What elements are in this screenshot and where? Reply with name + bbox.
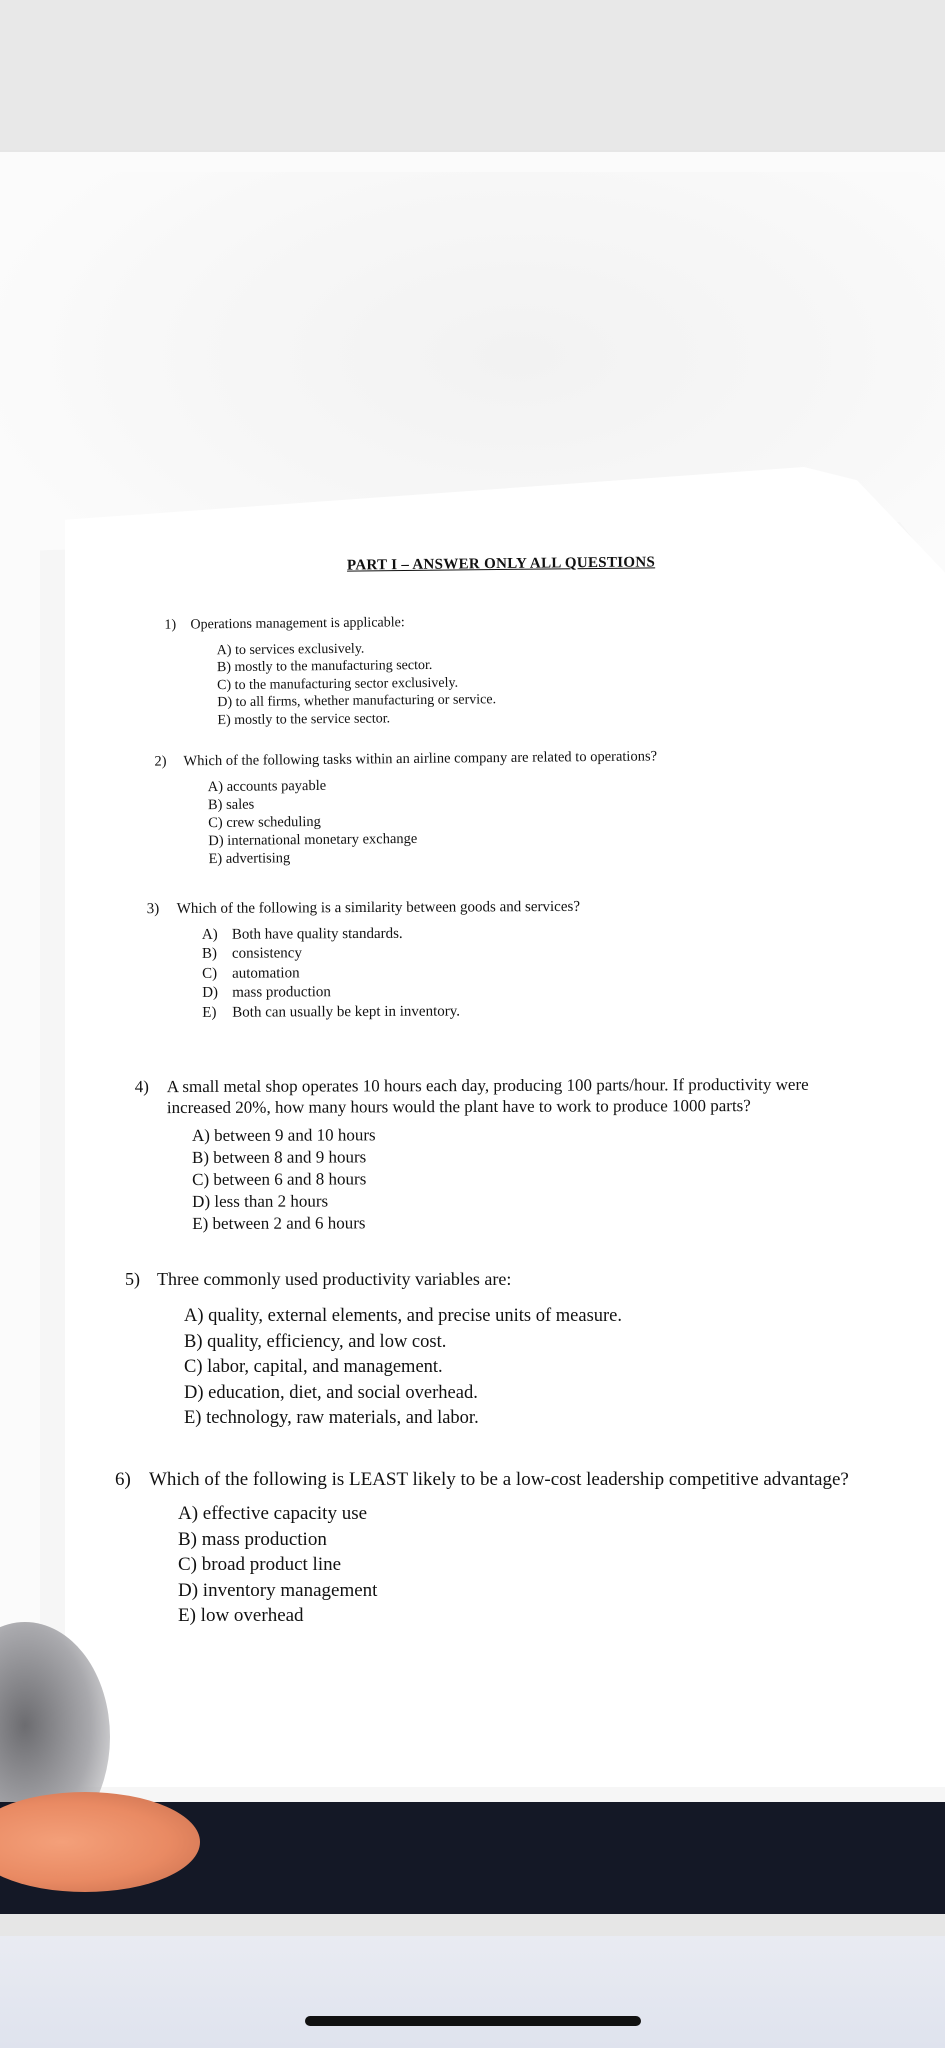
question-number: 6) (115, 1469, 131, 1490)
option-letter: D) (202, 984, 219, 1001)
option-c: C) crew scheduling (208, 813, 321, 832)
option-b: B) sales (207, 796, 255, 814)
option-a: A) accounts payable (207, 777, 327, 796)
option-text: mass production (232, 984, 331, 1001)
option-list (208, 773, 658, 868)
option-letter: A) (201, 926, 218, 943)
option-list (217, 639, 497, 729)
page-title: PART I – ANSWER ONLY ALL QUESTIONS (346, 554, 656, 574)
question-number: 2) (154, 753, 167, 770)
option-c: C) to the manufacturing sector exclusively. (217, 675, 459, 693)
option-e (202, 1001, 580, 1022)
question-text: Three commonly used productivity variables are: (157, 1269, 512, 1289)
option-a: A) between 9 and 10 hours (191, 1125, 376, 1145)
option-text: consistency (231, 945, 302, 962)
option-letter: E) (202, 1004, 217, 1021)
option-c: C) labor, capital, and management. (184, 1357, 443, 1377)
option-a (202, 923, 580, 944)
option-a: A) to services exclusively. (216, 641, 365, 658)
question-4 (135, 1074, 809, 1235)
option-c (202, 962, 580, 983)
bottom-strip (0, 1936, 945, 2048)
option-b: B) between 8 and 9 hours (191, 1147, 367, 1167)
question-number: 1) (164, 617, 177, 633)
option-b (202, 943, 580, 964)
option-text: Both can usually be kept in inventory. (232, 1002, 461, 1021)
option-d: D) inventory management (178, 1579, 378, 1601)
option-d: D) education, diet, and social overhead. (184, 1382, 478, 1403)
option-c: C) between 6 and 8 hours (192, 1169, 367, 1189)
option-e: E) advertising (208, 850, 291, 868)
question-3 (147, 898, 581, 1023)
option-e: E) low overhead (178, 1605, 304, 1626)
question-1 (164, 613, 496, 729)
question-text: Operations management is applicable: (190, 615, 405, 633)
question-number: 3) (146, 901, 160, 918)
question-text-line-1: A small metal shop operates 10 hours each day, producing 100 parts/hour. If productivity were (166, 1074, 809, 1097)
question-number: 4) (134, 1077, 149, 1097)
question-6 (115, 1468, 849, 1629)
option-list (178, 1501, 849, 1629)
option-d: D) international monetary exchange (208, 830, 418, 850)
option-b: B) quality, efficiency, and low cost. (184, 1331, 447, 1352)
option-b: B) mostly to the manufacturing sector. (216, 657, 433, 676)
option-text: Both have quality standards. (231, 925, 403, 943)
document-photo (0, 152, 945, 1914)
question-text: Which of the following tasks within an airline company are related to operations? (183, 748, 658, 770)
question-text-line-2: increased 20%, how many hours would the plant have to work to produce 1000 parts? (166, 1096, 751, 1118)
option-letter: C) (202, 965, 218, 982)
option-d: D) to all firms, whether manufacturing or service. (217, 692, 497, 711)
top-bar (0, 0, 945, 150)
option-text: automation (232, 964, 300, 982)
option-list (192, 1123, 809, 1235)
option-list (184, 1304, 622, 1432)
option-e: E) mostly to the service sector. (217, 710, 391, 728)
home-indicator[interactable] (305, 2016, 641, 2026)
option-e: E) technology, raw materials, and labor. (184, 1408, 479, 1428)
option-list (202, 923, 581, 1022)
option-d: D) less than 2 hours (192, 1191, 329, 1211)
option-a: A) quality, external elements, and precise units of measure. (184, 1306, 623, 1326)
option-a: A) effective capacity use (178, 1503, 368, 1524)
question-5 (125, 1268, 622, 1432)
question-text: Which of the following is a similarity between goods and services? (176, 898, 580, 917)
option-b: B) mass production (178, 1528, 327, 1550)
option-d (202, 982, 580, 1003)
option-letter: B) (201, 945, 218, 962)
question-2 (154, 747, 658, 868)
option-c: C) broad product line (178, 1554, 342, 1575)
option-e: E) between 2 and 6 hours (192, 1213, 366, 1233)
question-text: Which of the following is LEAST likely to be a low-cost leadership competitive advantage? (149, 1469, 849, 1490)
question-number: 5) (125, 1269, 140, 1289)
